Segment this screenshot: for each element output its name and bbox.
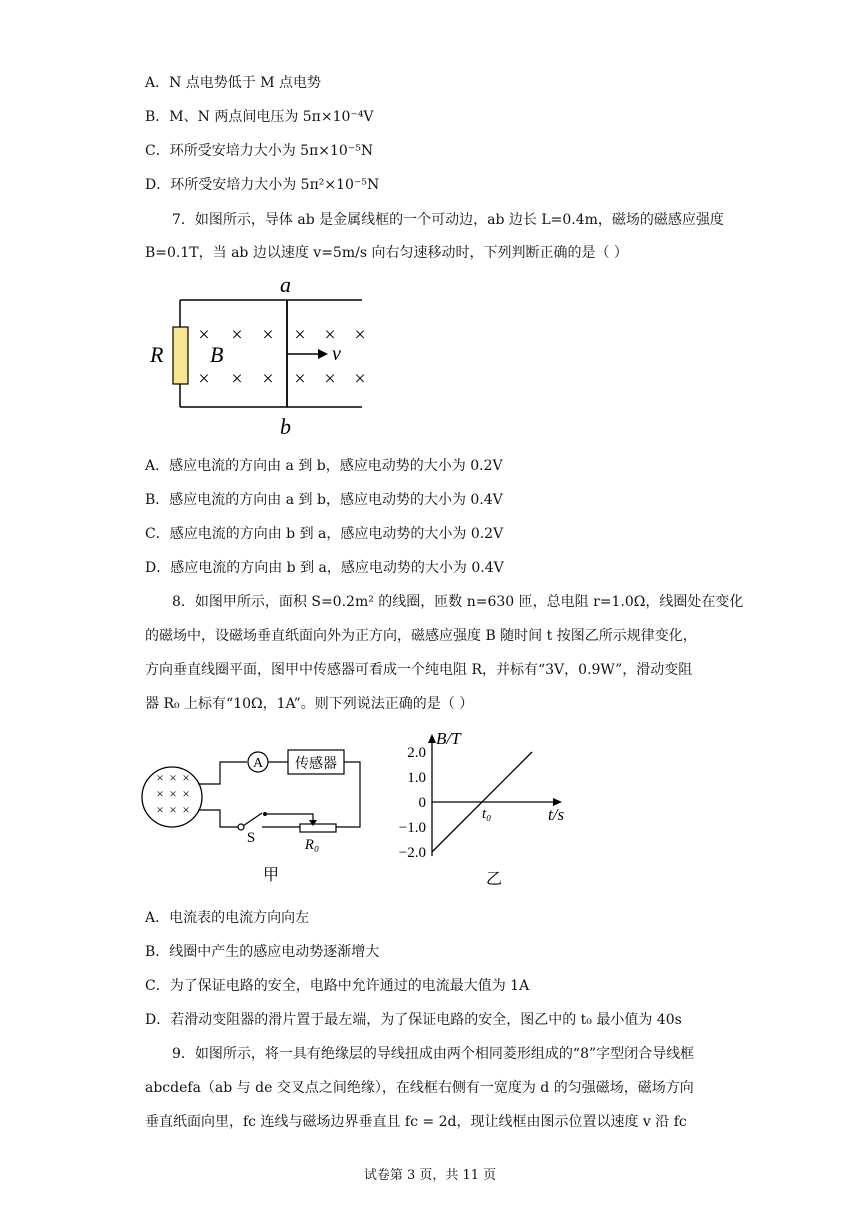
y-tick-label: −1.0 [398, 820, 426, 836]
svg-text:×: × [231, 368, 243, 390]
svg-text:×: × [198, 324, 210, 346]
q6-option-a: A．N 点电势低于 M 点电势 [145, 75, 322, 91]
svg-text:×: × [354, 324, 366, 346]
svg-text:×: × [182, 786, 190, 801]
svg-text:×: × [169, 786, 177, 801]
svg-text:×: × [169, 802, 177, 817]
q6-option-d: D．环所受安培力大小为 5π²×10⁻⁵N [145, 177, 380, 193]
q8-option-a: A．电流表的电流方向向左 [145, 910, 310, 926]
q7-option-d: D．感应电流的方向由 b 到 a，感应电动势的大小为 0.4V [145, 560, 504, 576]
svg-text:×: × [354, 368, 366, 390]
y-tick-label: 2.0 [407, 745, 426, 761]
y-tick-label: 0 [418, 795, 426, 811]
q8-rheostat [300, 824, 336, 832]
svg-text:×: × [182, 770, 190, 785]
svg-text:×: × [294, 368, 306, 390]
page-footer: 试卷第 3 页，共 11 页 [363, 1168, 497, 1183]
svg-text:×: × [198, 368, 210, 390]
q8-stem-line-3: 方向垂直线圈平面，图甲中传感器可看成一个纯电阻 R，并标有“3V，0.9W”，滑动变阻 [145, 662, 693, 678]
q8-switch [238, 824, 244, 830]
q8-y-axis-label: B/T [436, 729, 461, 748]
q8-t0-label: t₀ [482, 806, 492, 822]
q9-stem-line-3: 垂直纸面向里，fc 连线与磁场边界垂直且 fc = 2d，现让线框由图示位置以速度 v 沿 fc [145, 1114, 687, 1130]
y-tick-label: 1.0 [407, 770, 426, 786]
q7-option-c: C．感应电流的方向由 b 到 a，感应电动势的大小为 0.2V [145, 526, 504, 542]
q6-option-b: B．M、N 两点间电压为 5π×10⁻⁴V [145, 109, 374, 125]
svg-text:×: × [156, 770, 164, 785]
svg-text:×: × [262, 368, 274, 390]
svg-text:×: × [262, 324, 274, 346]
q7-label-b-field: B [210, 342, 224, 367]
q8-coil-crosses [156, 770, 189, 817]
svg-text:×: × [231, 324, 243, 346]
q8-caption-jia: 甲 [262, 867, 280, 884]
svg-text:×: × [324, 324, 336, 346]
q8-option-c: C．为了保证电路的安全，电路中允许通过的电流最大值为 1A [145, 978, 530, 994]
q8-caption-yi: 乙 [485, 871, 503, 888]
q7-resistor [173, 327, 188, 384]
svg-text:×: × [294, 324, 306, 346]
q7-stem-line-2: B=0.1T，当 ab 边以速度 v=5m/s 向右匀速移动时，下列判断正确的是（ ） [145, 245, 628, 261]
q9-stem-line-2: abcdefa（ab 与 de 交叉点之间绝缘），在线框右侧有一宽度为 d 的匀强磁场，磁场方向 [145, 1080, 694, 1096]
q8-option-d: D．若滑动变阻器的滑片置于最左端，为了保证电路的安全，图乙中的 t₀ 最小值为 40s [145, 1012, 682, 1028]
q8-figure-jia [140, 740, 370, 890]
svg-text:×: × [156, 802, 164, 817]
q7-label-r: R [150, 342, 164, 367]
q9-stem-line-1: 9．如图所示，将一具有绝缘层的导线扭成由两个相同菱形组成的“8”字型闭合导线框 [172, 1046, 695, 1062]
svg-text:×: × [169, 770, 177, 785]
q7-option-b: B．感应电流的方向由 a 到 b，感应电动势的大小为 0.4V [145, 492, 503, 508]
q8-stem-line-2: 的磁场中，设磁场垂直纸面向外为正方向，磁感应强度 B 随时间 t 按图乙所示规律变化， [145, 628, 697, 644]
q7-label-b: b [280, 414, 291, 439]
q7-figure [140, 272, 380, 442]
q6-option-c: C．环所受安培力大小为 5π×10⁻⁵N [145, 143, 374, 159]
q8-switch-label: S [246, 830, 256, 846]
svg-text:×: × [324, 368, 336, 390]
q8-option-b: B．线圈中产生的感应电动势逐渐增大 [145, 944, 380, 960]
svg-text:×: × [156, 786, 164, 801]
svg-text:×: × [182, 802, 190, 817]
y-tick-label: −2.0 [398, 845, 426, 861]
q8-ammeter-label: A [252, 756, 264, 771]
q7-label-a: a [280, 272, 291, 297]
q8-sensor-label: 传感器 [295, 757, 337, 772]
q8-stem-line-4: 器 R₀ 上标有“10Ω，1A”。则下列说法正确的是（ ） [145, 696, 474, 712]
q7-option-a: A．感应电流的方向由 a 到 b，感应电动势的大小为 0.2V [145, 458, 503, 474]
q8-stem-line-1: 8．如图甲所示，面积 S=0.2m² 的线圈，匝数 n=630 匝，总电阻 r=1.0Ω，线圈处在变化 [172, 594, 744, 610]
q8-rheostat-label: R₀ [304, 837, 320, 853]
q7-stem-line-1: 7．如图所示，导体 ab 是金属线框的一个可动边，ab 边长 L=0.4m，磁场的磁感应强度 [172, 212, 724, 228]
q7-label-v: v [332, 343, 341, 365]
q8-figure-yi [378, 728, 578, 888]
q8-x-axis-label: t/s [548, 805, 565, 824]
